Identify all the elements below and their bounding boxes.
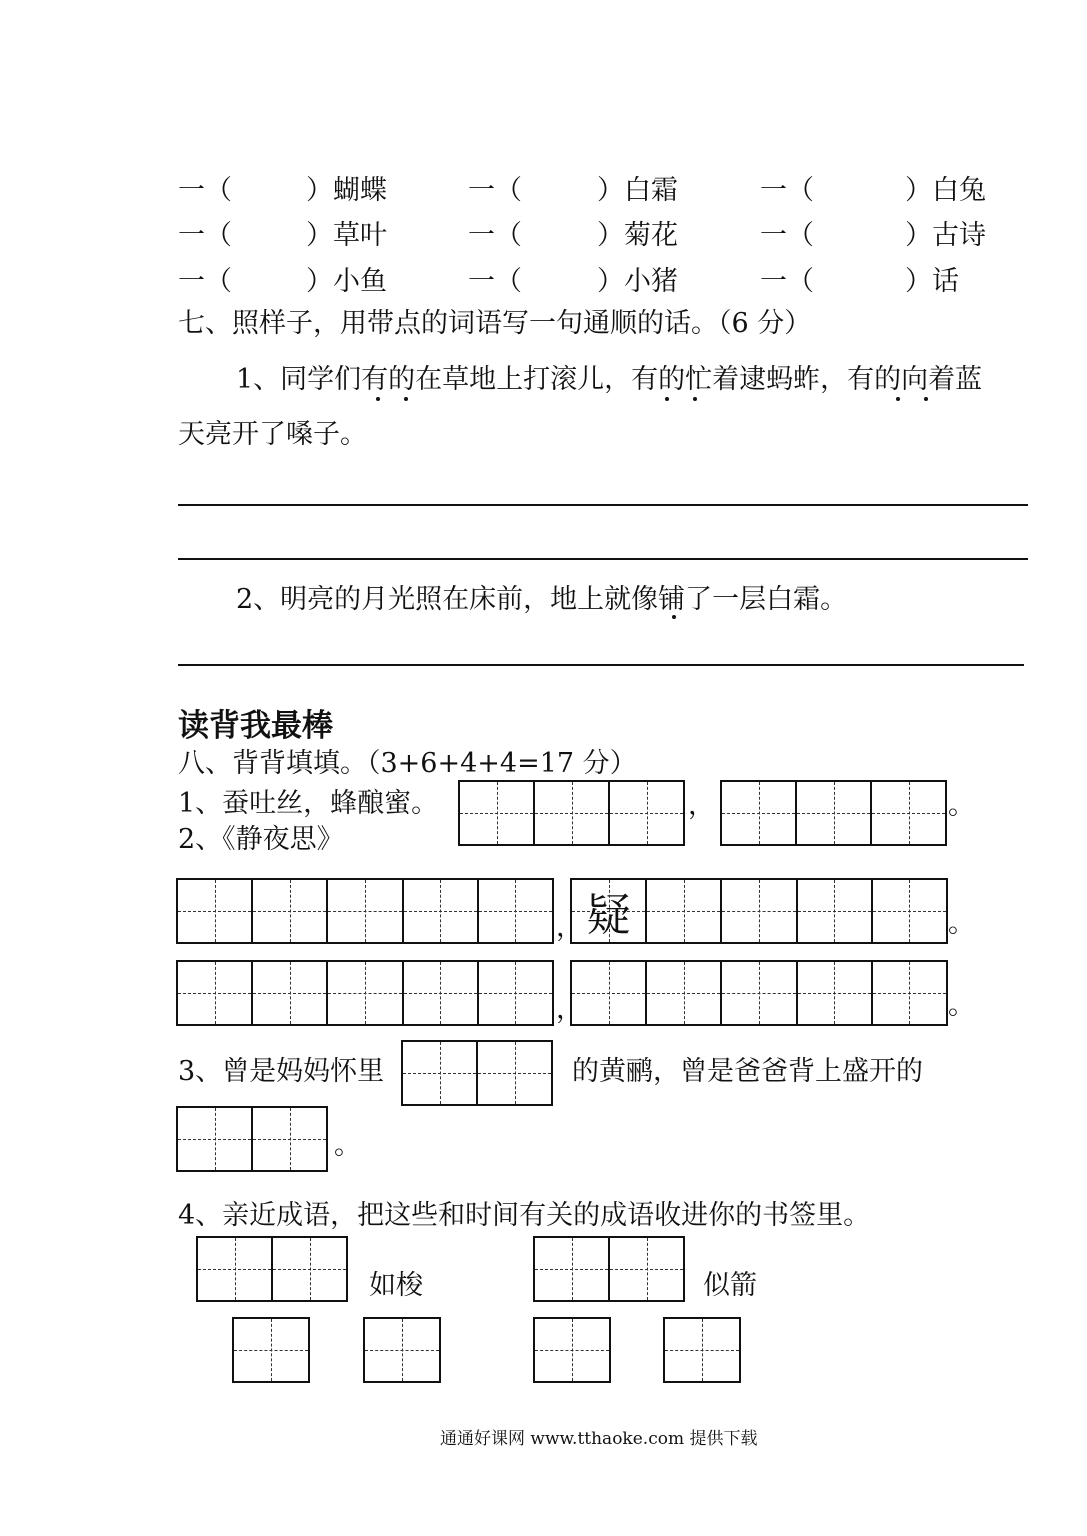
emphasis-dot: [376, 397, 380, 401]
mw-open: 一（: [178, 266, 232, 297]
comma: ，: [688, 790, 715, 821]
section8-q4: 4、亲近成语，把这些和时间有关的成语收进你的书签里。: [178, 1200, 871, 1231]
mw-open: 一（: [468, 220, 522, 251]
section8-q1: 1、蚕吐丝，蜂酿蜜。: [178, 788, 439, 819]
mw-open: 一（: [468, 266, 522, 297]
answer-line[interactable]: [178, 664, 1024, 666]
mw-item: ）草叶: [306, 220, 387, 251]
emphasis-dot: [693, 397, 697, 401]
section8-q2: 2、《静夜思》: [178, 824, 344, 855]
mw-open: 一（: [760, 266, 814, 297]
tianzige-grid[interactable]: [570, 960, 948, 1026]
mw-item: ）菊花: [597, 220, 678, 251]
idiom1-suffix: 如梭: [369, 1270, 423, 1301]
section7-q1-line2: 天亮开了嗓子。: [178, 419, 367, 450]
tianzige-grid[interactable]: [720, 780, 947, 846]
tianzige-box[interactable]: [663, 1317, 741, 1383]
mw-item: ）蝴蝶: [306, 175, 387, 206]
section8-q3-a: 3、曾是妈妈怀里: [178, 1056, 385, 1087]
section8-q3-b: 的黄鹂，曾是爸爸背上盛开的: [572, 1056, 923, 1087]
section7-title: 七、照样子，用带点的词语写一句通顺的话。（6 分）: [178, 308, 812, 339]
tianzige-box[interactable]: [232, 1317, 310, 1383]
emphasis-dot: [404, 397, 408, 401]
tianzige-grid[interactable]: [176, 960, 554, 1026]
emphasis-dot: [896, 397, 900, 401]
mw-open: 一（: [178, 175, 232, 206]
emphasis-dot: [665, 397, 669, 401]
mw-item: ）古诗: [905, 220, 986, 251]
mw-open: 一（: [760, 220, 814, 251]
tianzige-box[interactable]: [533, 1317, 611, 1383]
footer-text: 通通好课网 www.tthaoke.com 提供下载: [440, 1429, 758, 1449]
answer-line[interactable]: [178, 504, 1028, 506]
given-character: 疑: [586, 890, 631, 941]
tianzige-grid[interactable]: [533, 1236, 685, 1302]
tianzige-grid[interactable]: [176, 1106, 328, 1172]
tianzige-grid[interactable]: [458, 780, 685, 846]
idiom2-suffix: 似箭: [703, 1270, 757, 1301]
tianzige-box[interactable]: [363, 1317, 441, 1383]
mw-item: ）小猪: [597, 266, 678, 297]
mw-item: ）白霜: [597, 175, 678, 206]
mw-item: ）小鱼: [306, 266, 387, 297]
comma: ，: [556, 912, 583, 943]
period: 。: [948, 790, 975, 821]
mw-open: 一（: [760, 175, 814, 206]
mw-open: 一（: [178, 220, 232, 251]
section7-q2: 2、明亮的月光照在床前，地上就像铺了一层白霜。: [236, 584, 848, 615]
mw-item: ）白兔: [905, 175, 986, 206]
section7-q1-line1: 1、同学们有的在草地上打滚儿，有的忙着逮蚂蚱，有的向着蓝: [236, 364, 983, 395]
answer-line[interactable]: [178, 558, 1028, 560]
period: 。: [334, 1130, 361, 1161]
emphasis-dot: [924, 397, 928, 401]
period: 。: [948, 990, 975, 1021]
section8-title: 八、背背填填。（3+6+4+4=17 分）: [178, 748, 637, 779]
emphasis-dot: [672, 615, 676, 619]
section-heading: 读背我最棒: [178, 708, 333, 744]
mw-item: ）话: [905, 266, 959, 297]
tianzige-grid[interactable]: [401, 1040, 553, 1106]
tianzige-grid[interactable]: [176, 878, 554, 944]
comma: ，: [556, 994, 583, 1025]
tianzige-grid[interactable]: [570, 878, 948, 944]
tianzige-grid[interactable]: [196, 1236, 348, 1302]
mw-open: 一（: [468, 175, 522, 206]
period: 。: [948, 908, 975, 939]
